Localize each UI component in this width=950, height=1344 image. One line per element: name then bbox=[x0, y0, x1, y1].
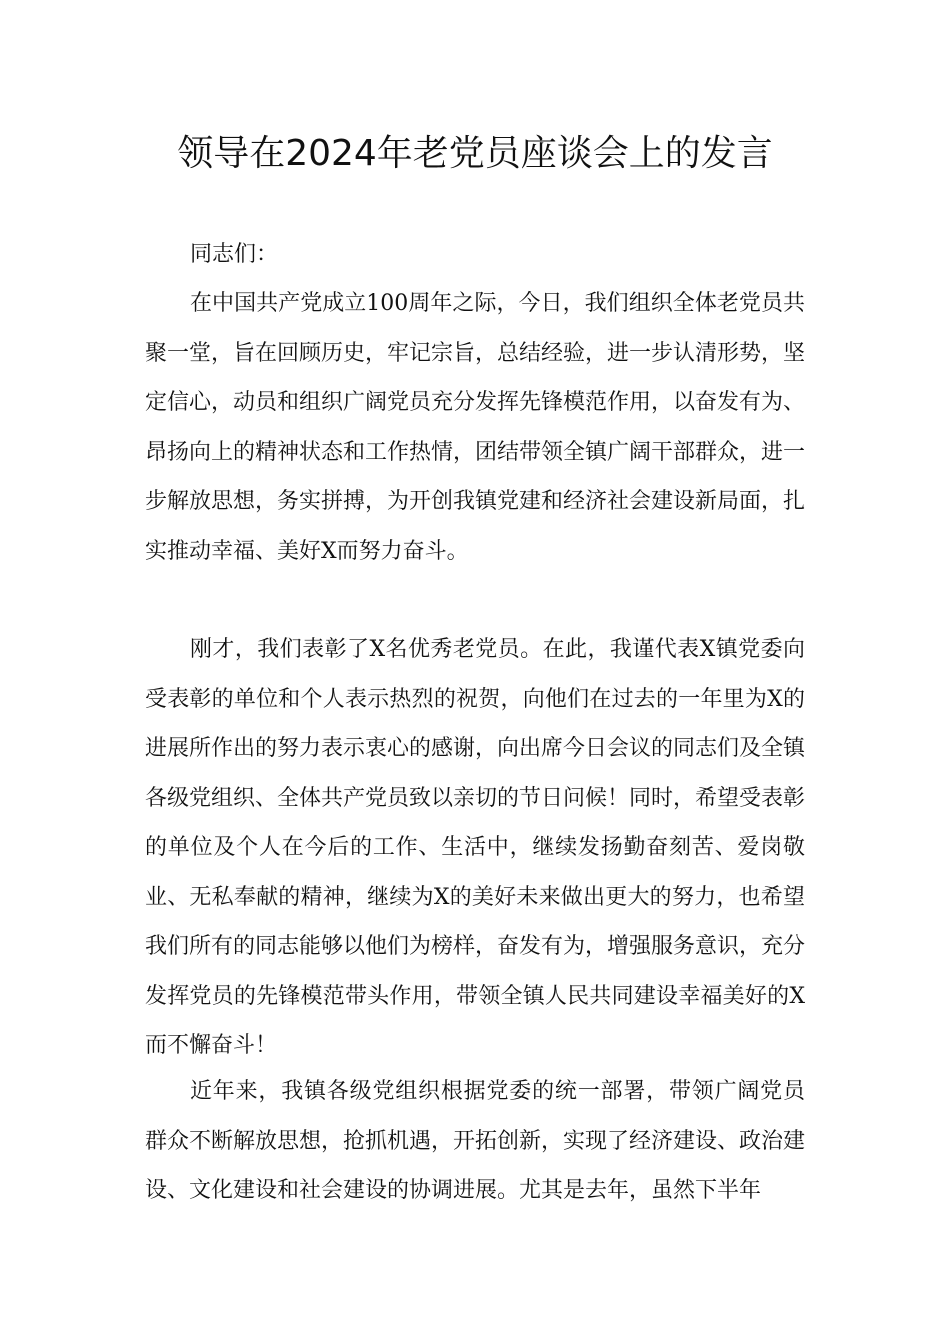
document-title: 领导在2024年老党员座谈会上的发言 bbox=[177, 133, 773, 174]
paragraph-3 bbox=[145, 1067, 805, 1216]
paragraph-2 bbox=[145, 625, 805, 1071]
paragraph-text: 刚才，我们表彰了X名优秀老党员。在此，我谨代表X镇党委向受表彰的单位和个人表示热烈的祝贺，向他们在过去的一年里为X的进展所作出的努力表示衷心的感谢，向出席今日会议的同志们及全镇各级党组织、全体共产党员致以亲切的节日问候！同时，希望受表彰的单位及个人在今后的工作、生活中，继续发扬勤奋刻苦、爱岗敬业、无私奉献的精神，继续为X的美好未来做出更大的努力，也希望我们所有的同志能够以他们为榜样，奋发有为，增强服务意识，充分发挥党员的先锋模范带头作用，带领全镇人民共同建设幸福美好的X而不懈奋斗！ bbox=[145, 637, 806, 1058]
paragraph-text: 在中国共产党成立100周年之际，今日，我们组织全体老党员共聚一堂，旨在回顾历史，牢记宗旨，总结经验，进一步认清形势，坚定信心，动员和组织广阔党员充分发挥先锋模范作用，以奋发有为、昂扬向上的精神状态和工作热情，团结带领全镇广阔干部群众，进一步解放思想，务实拼搏，为开创我镇党建和经济社会建设新局面，扎实推动幸福、美好X而努力奋斗。 bbox=[145, 291, 806, 564]
paragraph-1 bbox=[145, 279, 805, 576]
paragraph-text: 近年来，我镇各级党组织根据党委的统一部署，带领广阔党员群众不断解放思想，抢抓机遇，开拓创新，实现了经济建设、政治建设、文化建设和社会建设的协调进展。尤其是去年，虽然下半年 bbox=[145, 1079, 806, 1203]
salutation: 同志们： bbox=[190, 242, 279, 267]
